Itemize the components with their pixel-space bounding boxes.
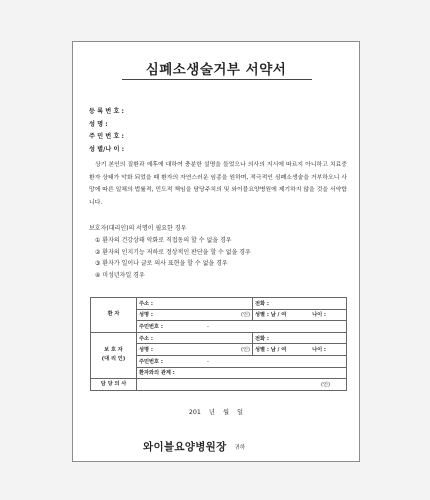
- id-dash: -: [206, 358, 209, 365]
- age-label: 나이 :: [312, 312, 326, 319]
- guardian-phone-cell[interactable]: [253, 332, 347, 344]
- condition-item: ④ 미성년자일 경우: [95, 271, 145, 279]
- name-label: 성명 :: [139, 347, 153, 354]
- table-row: [91, 332, 347, 344]
- date-line: 201 년 월 일: [188, 409, 244, 416]
- document-title: 심폐소생술거부 서약서: [145, 62, 287, 78]
- info-gender-age: 성 별/나 이 :: [89, 145, 125, 153]
- guardian-name-cell[interactable]: [137, 344, 253, 356]
- doctor-signature-cell[interactable]: [137, 379, 347, 391]
- id-label: 주민번호 :: [139, 323, 163, 330]
- consent-form-page: [72, 41, 360, 462]
- condition-item: ③ 환자가 일이나 글로 의사 표현을 할 수 없을 경우: [95, 260, 228, 267]
- condition-item: ② 환자의 인지기능 저하로 정상적인 판단을 할 수 없을 경우: [95, 248, 251, 256]
- guardian-label: 보 호 자 (대 리 인): [91, 332, 137, 378]
- title-underline: [122, 79, 312, 80]
- doctor-label: 담 당 의 사: [91, 379, 137, 391]
- guardian-relation-cell[interactable]: [137, 367, 347, 379]
- address-label: 주소 :: [139, 300, 153, 307]
- info-resident-number: 주 민 번 호 :: [89, 133, 124, 140]
- id-dash: -: [206, 323, 209, 330]
- condition-item: ① 환자의 건강상태 악화로 직접동의 할 수 없을 경우: [95, 237, 232, 244]
- gender-label: 성별 : 남 / 여: [255, 347, 287, 354]
- hospital-name: 와이블요양병원장: [143, 441, 227, 453]
- guardian-address-cell[interactable]: [137, 332, 253, 344]
- hospital-suffix: 귀하: [234, 445, 246, 451]
- relation-label: 환자와의 관계 :: [139, 370, 175, 377]
- gender-label: 성별 : 남 / 여: [255, 312, 287, 319]
- seal-mark: (인): [240, 347, 250, 354]
- phone-label: 전화 :: [255, 300, 269, 307]
- address-label: 주소 :: [139, 335, 153, 342]
- patient-label: 환 자: [91, 298, 137, 333]
- patient-gender-age-cell[interactable]: [253, 309, 347, 321]
- phone-label: 전화 :: [255, 335, 269, 342]
- signature-table: [90, 297, 347, 391]
- table-row: [91, 379, 347, 391]
- patient-id-cell[interactable]: [137, 321, 347, 333]
- age-label: 나이 :: [312, 347, 326, 354]
- patient-phone-cell[interactable]: [253, 298, 347, 310]
- hospital-addressee: [143, 435, 245, 454]
- consent-statement: 상기 본인의 질환과 예후에 대하여 충분한 설명을 들었으나 의사의 지시에 따르지 아니하고 치료중 환자 상태가 악화 되었을 때 환자의 자연스러운 임종을 원하며, 적극적인 심폐소생술을 거부하오니 사망에 따른 일체의 법률적, 민도적 책임을 담당주치의 및 와이블요양병원에 제기하지 않을 것을 서약합니다.: [89, 162, 347, 206]
- table-row: [91, 298, 347, 310]
- seal-mark: (인): [320, 381, 330, 388]
- guardian-gender-age-cell[interactable]: [253, 344, 347, 356]
- id-label: 주민번호 :: [139, 358, 163, 365]
- name-label: 성명 :: [139, 312, 153, 319]
- conditions-heading: 보호자(대리인)의 서명이 필요한 경우: [89, 225, 187, 232]
- patient-address-cell[interactable]: [137, 298, 253, 310]
- patient-name-cell[interactable]: [137, 309, 253, 321]
- conditions-list: [95, 235, 251, 281]
- info-name: 성 명 :: [89, 120, 108, 128]
- patient-info-block: [89, 106, 124, 156]
- guardian-id-cell[interactable]: [137, 355, 347, 367]
- info-registration-number: 등 록 번 호 :: [89, 108, 124, 115]
- seal-mark: (인): [240, 312, 250, 319]
